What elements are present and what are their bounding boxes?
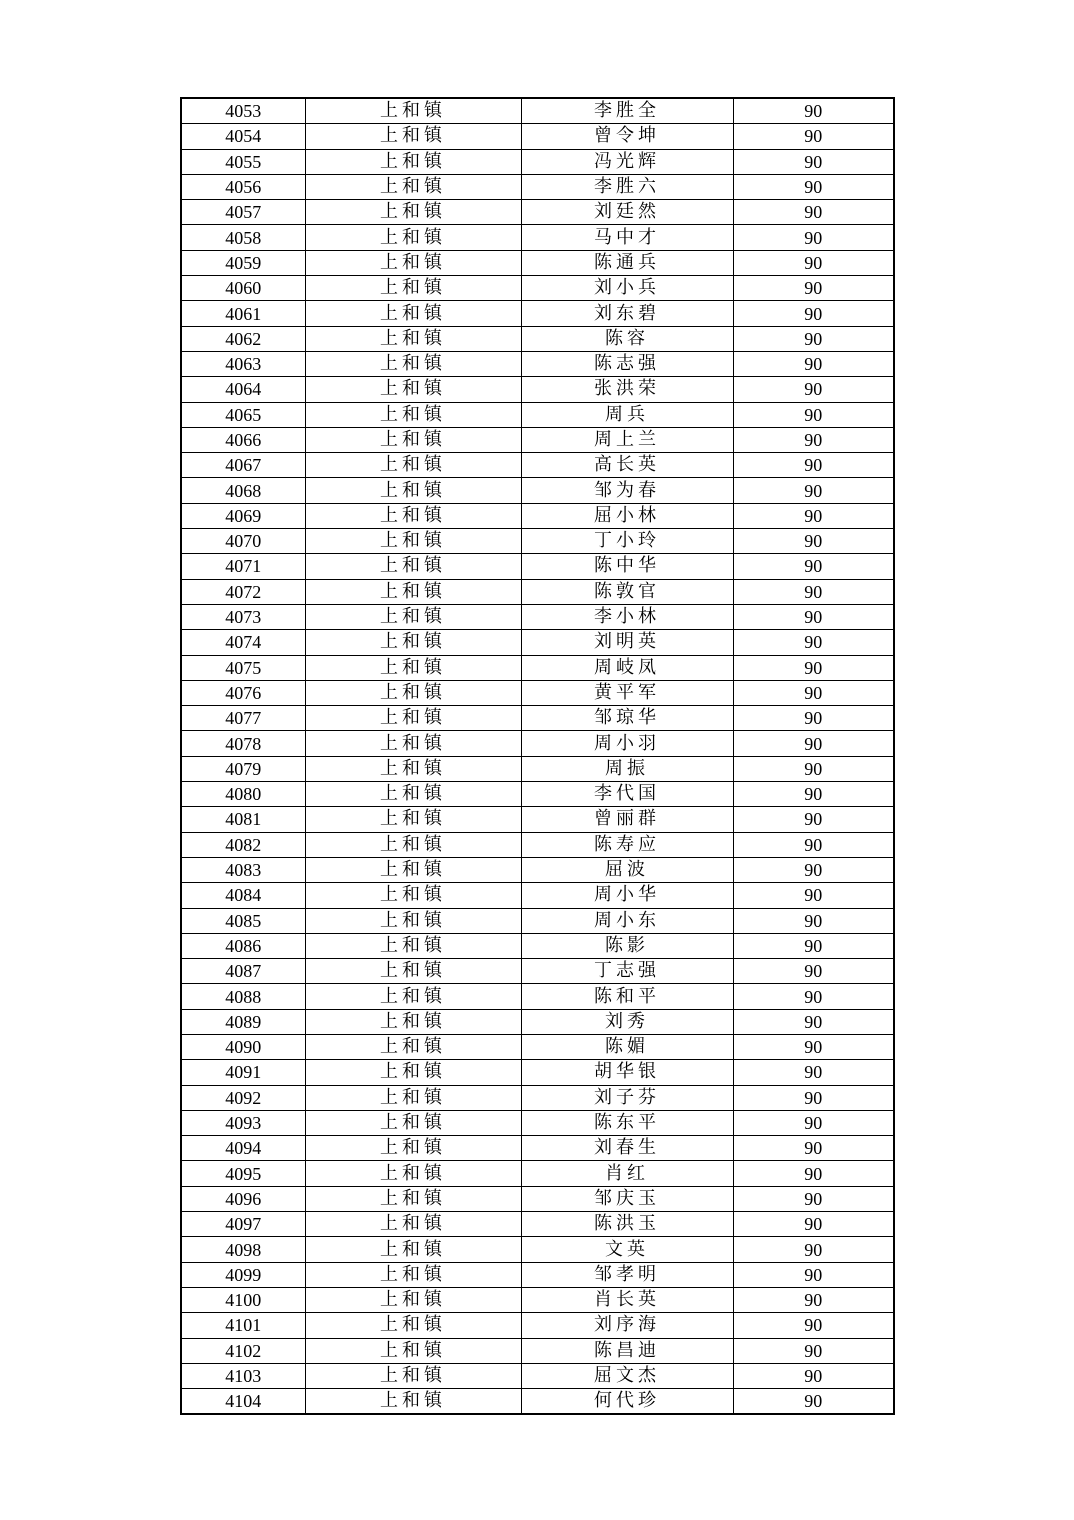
no-cell: 4083 (181, 857, 305, 882)
table-row (181, 756, 894, 781)
town-cell: 上和镇 (305, 1186, 521, 1211)
name-cell: 李小林 (521, 604, 733, 629)
name-cell: 冯光辉 (521, 149, 733, 174)
town-cell: 上和镇 (305, 579, 521, 604)
town-cell: 上和镇 (305, 984, 521, 1009)
table-row (181, 655, 894, 680)
no-cell: 4097 (181, 1212, 305, 1237)
no-cell: 4087 (181, 959, 305, 984)
town-cell: 上和镇 (305, 478, 521, 503)
town-cell: 上和镇 (305, 782, 521, 807)
name-cell: 刘明英 (521, 630, 733, 655)
table-row (181, 731, 894, 756)
name-cell: 丁小玲 (521, 529, 733, 554)
name-cell: 陈通兵 (521, 250, 733, 275)
town-cell: 上和镇 (305, 1287, 521, 1312)
town-cell: 上和镇 (305, 655, 521, 680)
table-row (181, 857, 894, 882)
town-cell: 上和镇 (305, 1009, 521, 1034)
score-cell: 90 (733, 756, 894, 781)
no-cell: 4077 (181, 706, 305, 731)
name-cell: 周小羽 (521, 731, 733, 756)
name-cell: 陈志强 (521, 351, 733, 376)
table-row (181, 427, 894, 452)
table-row (181, 200, 894, 225)
no-cell: 4062 (181, 326, 305, 351)
table-row (181, 98, 894, 124)
score-cell: 90 (733, 630, 894, 655)
no-cell: 4059 (181, 250, 305, 275)
table-row (181, 554, 894, 579)
score-cell: 90 (733, 1389, 894, 1415)
score-cell: 90 (733, 1034, 894, 1059)
no-cell: 4100 (181, 1287, 305, 1312)
score-cell: 90 (733, 250, 894, 275)
table-row (181, 402, 894, 427)
town-cell: 上和镇 (305, 149, 521, 174)
table-row (181, 1287, 894, 1312)
name-cell: 李胜全 (521, 98, 733, 124)
no-cell: 4067 (181, 453, 305, 478)
score-cell: 90 (733, 706, 894, 731)
name-cell: 邹庆玉 (521, 1186, 733, 1211)
name-cell: 刘东碧 (521, 301, 733, 326)
town-cell: 上和镇 (305, 377, 521, 402)
no-cell: 4057 (181, 200, 305, 225)
score-cell: 90 (733, 276, 894, 301)
no-cell: 4079 (181, 756, 305, 781)
score-cell: 90 (733, 1237, 894, 1262)
table-row (181, 933, 894, 958)
name-cell: 邹琼华 (521, 706, 733, 731)
table-row (181, 1262, 894, 1287)
no-cell: 4053 (181, 98, 305, 124)
score-cell: 90 (733, 1009, 894, 1034)
town-cell: 上和镇 (305, 731, 521, 756)
score-cell: 90 (733, 453, 894, 478)
name-cell: 刘秀 (521, 1009, 733, 1034)
table-row (181, 1338, 894, 1363)
name-cell: 陈洪玉 (521, 1212, 733, 1237)
name-cell: 刘春生 (521, 1136, 733, 1161)
no-cell: 4066 (181, 427, 305, 452)
name-cell: 陈影 (521, 933, 733, 958)
name-cell: 文英 (521, 1237, 733, 1262)
town-cell: 上和镇 (305, 554, 521, 579)
table-row (181, 1389, 894, 1415)
no-cell: 4089 (181, 1009, 305, 1034)
town-cell: 上和镇 (305, 1338, 521, 1363)
name-cell: 李代国 (521, 782, 733, 807)
score-cell: 90 (733, 984, 894, 1009)
score-cell: 90 (733, 402, 894, 427)
score-cell: 90 (733, 807, 894, 832)
score-cell: 90 (733, 959, 894, 984)
no-cell: 4068 (181, 478, 305, 503)
score-cell: 90 (733, 1363, 894, 1388)
no-cell: 4064 (181, 377, 305, 402)
table-row (181, 832, 894, 857)
no-cell: 4093 (181, 1110, 305, 1135)
table-row (181, 1161, 894, 1186)
town-cell: 上和镇 (305, 933, 521, 958)
no-cell: 4092 (181, 1085, 305, 1110)
name-cell: 陈敦官 (521, 579, 733, 604)
town-cell: 上和镇 (305, 124, 521, 149)
town-cell: 上和镇 (305, 301, 521, 326)
town-cell: 上和镇 (305, 604, 521, 629)
name-cell: 周兵 (521, 402, 733, 427)
town-cell: 上和镇 (305, 1034, 521, 1059)
table-row (181, 276, 894, 301)
score-cell: 90 (733, 174, 894, 199)
town-cell: 上和镇 (305, 706, 521, 731)
table-row (181, 1212, 894, 1237)
table-row (181, 478, 894, 503)
name-cell: 周振 (521, 756, 733, 781)
name-cell: 屈波 (521, 857, 733, 882)
no-cell: 4091 (181, 1060, 305, 1085)
no-cell: 4063 (181, 351, 305, 376)
town-cell: 上和镇 (305, 1060, 521, 1085)
table-row (181, 908, 894, 933)
roster-table (180, 97, 895, 1415)
town-cell: 上和镇 (305, 756, 521, 781)
score-cell: 90 (733, 98, 894, 124)
town-cell: 上和镇 (305, 1363, 521, 1388)
score-cell: 90 (733, 908, 894, 933)
name-cell: 刘小兵 (521, 276, 733, 301)
name-cell: 何代珍 (521, 1389, 733, 1415)
town-cell: 上和镇 (305, 959, 521, 984)
score-cell: 90 (733, 1186, 894, 1211)
no-cell: 4072 (181, 579, 305, 604)
score-cell: 90 (733, 1161, 894, 1186)
no-cell: 4086 (181, 933, 305, 958)
town-cell: 上和镇 (305, 326, 521, 351)
table-row (181, 225, 894, 250)
name-cell: 周岐凤 (521, 655, 733, 680)
table-row (181, 807, 894, 832)
no-cell: 4071 (181, 554, 305, 579)
town-cell: 上和镇 (305, 680, 521, 705)
town-cell: 上和镇 (305, 1262, 521, 1287)
town-cell: 上和镇 (305, 225, 521, 250)
no-cell: 4085 (181, 908, 305, 933)
town-cell: 上和镇 (305, 1085, 521, 1110)
table-row (181, 984, 894, 1009)
no-cell: 4054 (181, 124, 305, 149)
town-cell: 上和镇 (305, 351, 521, 376)
score-cell: 90 (733, 1313, 894, 1338)
no-cell: 4061 (181, 301, 305, 326)
table-row (181, 326, 894, 351)
table-row (181, 351, 894, 376)
town-cell: 上和镇 (305, 250, 521, 275)
score-cell: 90 (733, 832, 894, 857)
no-cell: 4075 (181, 655, 305, 680)
table-row (181, 630, 894, 655)
score-cell: 90 (733, 857, 894, 882)
no-cell: 4058 (181, 225, 305, 250)
name-cell: 黄平军 (521, 680, 733, 705)
table-row (181, 1363, 894, 1388)
score-cell: 90 (733, 1338, 894, 1363)
town-cell: 上和镇 (305, 883, 521, 908)
no-cell: 4099 (181, 1262, 305, 1287)
town-cell: 上和镇 (305, 503, 521, 528)
score-cell: 90 (733, 1287, 894, 1312)
no-cell: 4056 (181, 174, 305, 199)
no-cell: 4098 (181, 1237, 305, 1262)
name-cell: 刘序海 (521, 1313, 733, 1338)
town-cell: 上和镇 (305, 276, 521, 301)
score-cell: 90 (733, 503, 894, 528)
table-row (181, 503, 894, 528)
no-cell: 4090 (181, 1034, 305, 1059)
name-cell: 陈媚 (521, 1034, 733, 1059)
no-cell: 4078 (181, 731, 305, 756)
table-row (181, 174, 894, 199)
score-cell: 90 (733, 933, 894, 958)
name-cell: 刘子芬 (521, 1085, 733, 1110)
no-cell: 4060 (181, 276, 305, 301)
name-cell: 周小华 (521, 883, 733, 908)
name-cell: 陈东平 (521, 1110, 733, 1135)
table-row (181, 250, 894, 275)
score-cell: 90 (733, 554, 894, 579)
name-cell: 肖红 (521, 1161, 733, 1186)
town-cell: 上和镇 (305, 98, 521, 124)
score-cell: 90 (733, 149, 894, 174)
name-cell: 张洪荣 (521, 377, 733, 402)
name-cell: 马中才 (521, 225, 733, 250)
town-cell: 上和镇 (305, 832, 521, 857)
town-cell: 上和镇 (305, 908, 521, 933)
table-row (181, 529, 894, 554)
name-cell: 李胜六 (521, 174, 733, 199)
no-cell: 4069 (181, 503, 305, 528)
score-cell: 90 (733, 731, 894, 756)
town-cell: 上和镇 (305, 1161, 521, 1186)
table-row (181, 124, 894, 149)
no-cell: 4104 (181, 1389, 305, 1415)
score-cell: 90 (733, 1262, 894, 1287)
no-cell: 4095 (181, 1161, 305, 1186)
table-row (181, 377, 894, 402)
table-row (181, 579, 894, 604)
name-cell: 屈文杰 (521, 1363, 733, 1388)
table-row (181, 706, 894, 731)
name-cell: 刘廷然 (521, 200, 733, 225)
table-row (181, 883, 894, 908)
name-cell: 胡华银 (521, 1060, 733, 1085)
no-cell: 4080 (181, 782, 305, 807)
no-cell: 4082 (181, 832, 305, 857)
score-cell: 90 (733, 1136, 894, 1161)
score-cell: 90 (733, 200, 894, 225)
town-cell: 上和镇 (305, 402, 521, 427)
town-cell: 上和镇 (305, 427, 521, 452)
name-cell: 周小东 (521, 908, 733, 933)
town-cell: 上和镇 (305, 857, 521, 882)
score-cell: 90 (733, 604, 894, 629)
table-row (181, 680, 894, 705)
table-row (181, 1237, 894, 1262)
name-cell: 高长英 (521, 453, 733, 478)
table-row (181, 1009, 894, 1034)
no-cell: 4065 (181, 402, 305, 427)
table-row (181, 782, 894, 807)
score-cell: 90 (733, 124, 894, 149)
score-cell: 90 (733, 301, 894, 326)
no-cell: 4102 (181, 1338, 305, 1363)
name-cell: 陈容 (521, 326, 733, 351)
score-cell: 90 (733, 326, 894, 351)
no-cell: 4073 (181, 604, 305, 629)
town-cell: 上和镇 (305, 529, 521, 554)
no-cell: 4084 (181, 883, 305, 908)
name-cell: 陈和平 (521, 984, 733, 1009)
table-row (181, 1110, 894, 1135)
town-cell: 上和镇 (305, 1237, 521, 1262)
score-cell: 90 (733, 1060, 894, 1085)
no-cell: 4076 (181, 680, 305, 705)
name-cell: 肖长英 (521, 1287, 733, 1312)
name-cell: 邹孝明 (521, 1262, 733, 1287)
roster-table-body (181, 98, 894, 1414)
no-cell: 4088 (181, 984, 305, 1009)
table-row (181, 959, 894, 984)
town-cell: 上和镇 (305, 1110, 521, 1135)
score-cell: 90 (733, 427, 894, 452)
no-cell: 4094 (181, 1136, 305, 1161)
score-cell: 90 (733, 579, 894, 604)
score-cell: 90 (733, 1085, 894, 1110)
no-cell: 4055 (181, 149, 305, 174)
name-cell: 陈昌迪 (521, 1338, 733, 1363)
town-cell: 上和镇 (305, 453, 521, 478)
table-row (181, 301, 894, 326)
name-cell: 陈中华 (521, 554, 733, 579)
score-cell: 90 (733, 680, 894, 705)
no-cell: 4096 (181, 1186, 305, 1211)
table-row (181, 149, 894, 174)
name-cell: 丁志强 (521, 959, 733, 984)
score-cell: 90 (733, 377, 894, 402)
table-row (181, 1085, 894, 1110)
table-row (181, 1060, 894, 1085)
score-cell: 90 (733, 883, 894, 908)
score-cell: 90 (733, 1212, 894, 1237)
no-cell: 4081 (181, 807, 305, 832)
table-row (181, 1186, 894, 1211)
table-row (181, 1136, 894, 1161)
no-cell: 4070 (181, 529, 305, 554)
table-row (181, 1313, 894, 1338)
name-cell: 屈小林 (521, 503, 733, 528)
name-cell: 曾丽群 (521, 807, 733, 832)
name-cell: 邹为春 (521, 478, 733, 503)
town-cell: 上和镇 (305, 1212, 521, 1237)
town-cell: 上和镇 (305, 630, 521, 655)
town-cell: 上和镇 (305, 807, 521, 832)
town-cell: 上和镇 (305, 200, 521, 225)
table-row (181, 1034, 894, 1059)
no-cell: 4103 (181, 1363, 305, 1388)
score-cell: 90 (733, 655, 894, 680)
town-cell: 上和镇 (305, 1136, 521, 1161)
score-cell: 90 (733, 351, 894, 376)
town-cell: 上和镇 (305, 174, 521, 199)
name-cell: 陈寿应 (521, 832, 733, 857)
no-cell: 4074 (181, 630, 305, 655)
table-row (181, 453, 894, 478)
table-row (181, 604, 894, 629)
name-cell: 曾令坤 (521, 124, 733, 149)
town-cell: 上和镇 (305, 1389, 521, 1415)
score-cell: 90 (733, 478, 894, 503)
name-cell: 周上兰 (521, 427, 733, 452)
score-cell: 90 (733, 1110, 894, 1135)
score-cell: 90 (733, 782, 894, 807)
score-cell: 90 (733, 529, 894, 554)
score-cell: 90 (733, 225, 894, 250)
no-cell: 4101 (181, 1313, 305, 1338)
town-cell: 上和镇 (305, 1313, 521, 1338)
